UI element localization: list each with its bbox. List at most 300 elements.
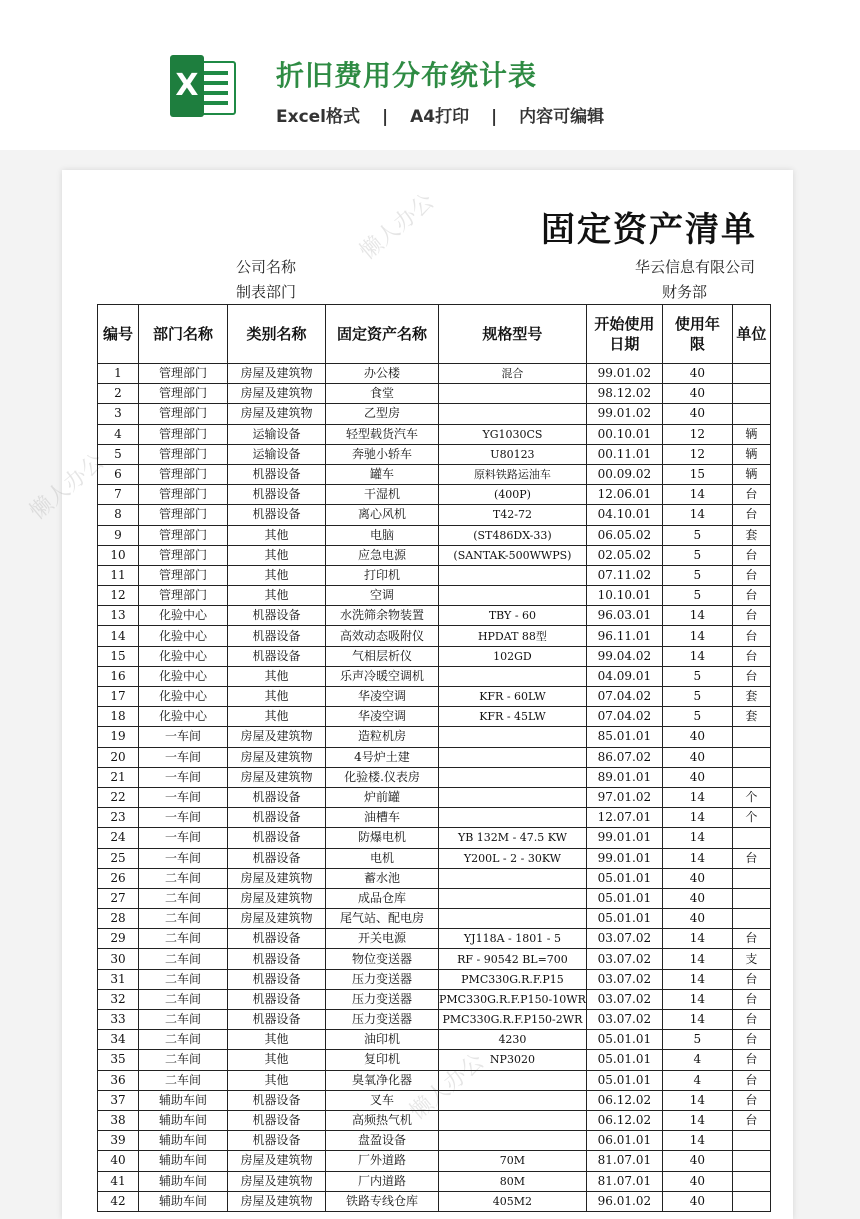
table-cell: 套	[732, 525, 770, 545]
table-cell: 40	[662, 747, 732, 767]
table-cell: 40	[98, 1151, 139, 1171]
table-cell: 03.07.02	[586, 1010, 662, 1030]
table-cell: 14	[662, 808, 732, 828]
col-header: 单位	[732, 305, 770, 364]
table-cell: 24	[98, 828, 139, 848]
table-cell: 04.10.01	[586, 505, 662, 525]
table-cell: 一车间	[139, 828, 228, 848]
table-cell: 23	[98, 808, 139, 828]
table-cell: 管理部门	[139, 485, 228, 505]
table-cell: 一车间	[139, 848, 228, 868]
table-cell: 机器设备	[228, 1010, 326, 1030]
table-cell: 房屋及建筑物	[228, 364, 326, 384]
watermark: 懒人办公	[355, 189, 440, 265]
table-cell: 其他	[228, 1070, 326, 1090]
table-cell: 房屋及建筑物	[228, 909, 326, 929]
table-cell: 22	[98, 787, 139, 807]
table-cell: 开关电源	[326, 929, 439, 949]
col-header: 规格型号	[439, 305, 587, 364]
table-cell: 29	[98, 929, 139, 949]
table-cell: YG1030CS	[439, 424, 587, 444]
table-row	[98, 424, 771, 444]
table-cell: 5	[662, 565, 732, 585]
table-row	[98, 949, 771, 969]
table-row	[98, 1171, 771, 1191]
table-cell: 厂内道路	[326, 1171, 439, 1191]
table-cell: 07.11.02	[586, 565, 662, 585]
table-row	[98, 384, 771, 404]
table-cell: 复印机	[326, 1050, 439, 1070]
table-cell: 运输设备	[228, 424, 326, 444]
table-cell: 其他	[228, 1030, 326, 1050]
table-cell: 02.05.02	[586, 545, 662, 565]
table-row	[98, 525, 771, 545]
table-cell: 98.12.02	[586, 384, 662, 404]
table-cell: KFR - 60LW	[439, 687, 587, 707]
table-row	[98, 545, 771, 565]
table-cell: 空调	[326, 586, 439, 606]
table-cell: YJ118A - 1801 - 5	[439, 929, 587, 949]
table-cell	[439, 767, 587, 787]
table-cell: 辅助车间	[139, 1110, 228, 1130]
table-cell: 臭氧净化器	[326, 1070, 439, 1090]
table-cell: 33	[98, 1010, 139, 1030]
table-cell: 25	[98, 848, 139, 868]
table-cell: 37	[98, 1090, 139, 1110]
table-cell: 其他	[228, 707, 326, 727]
table-cell: (400P)	[439, 485, 587, 505]
table-cell: 压力变送器	[326, 969, 439, 989]
dept-value: 财务部	[662, 283, 708, 301]
table-cell: 化验中心	[139, 666, 228, 686]
table-cell	[732, 1151, 770, 1171]
tag-separator: |	[491, 107, 498, 127]
table-cell: 40	[662, 727, 732, 747]
table-cell: 96.01.02	[586, 1191, 662, 1211]
table-cell: 07.04.02	[586, 707, 662, 727]
table-cell: 辆	[732, 424, 770, 444]
table-cell: 辆	[732, 464, 770, 484]
col-header: 类别名称	[228, 305, 326, 364]
table-cell	[732, 1191, 770, 1211]
excel-icon: X	[170, 55, 234, 117]
col-header: 使用年限	[662, 305, 732, 364]
table-cell: 4	[662, 1050, 732, 1070]
table-header-row	[98, 305, 771, 364]
table-cell: 高效动态吸附仪	[326, 626, 439, 646]
table-cell: 一车间	[139, 808, 228, 828]
table-cell: 华凌空调	[326, 687, 439, 707]
table-cell: 气相层析仪	[326, 646, 439, 666]
table-cell: 14	[662, 848, 732, 868]
table-row	[98, 666, 771, 686]
table-cell: 86.07.02	[586, 747, 662, 767]
table-cell: 房屋及建筑物	[228, 1191, 326, 1211]
table-cell: 机器设备	[228, 1110, 326, 1130]
table-cell: 造粒机房	[326, 727, 439, 747]
table-row	[98, 505, 771, 525]
table-cell: 其他	[228, 1050, 326, 1070]
table-cell: 油印机	[326, 1030, 439, 1050]
table-row	[98, 646, 771, 666]
table-cell: 9	[98, 525, 139, 545]
table-cell: 管理部门	[139, 525, 228, 545]
table-cell: 38	[98, 1110, 139, 1130]
table-row	[98, 586, 771, 606]
table-cell: 化验楼.仪表房	[326, 767, 439, 787]
table-cell: 36	[98, 1070, 139, 1090]
table-cell: 管理部门	[139, 404, 228, 424]
table-cell: 二车间	[139, 909, 228, 929]
table-cell: 乙型房	[326, 404, 439, 424]
table-cell: 40	[662, 1191, 732, 1211]
table-cell	[732, 404, 770, 424]
table-cell: 6	[98, 464, 139, 484]
table-cell: 40	[662, 1151, 732, 1171]
table-cell: HPDAT 88型	[439, 626, 587, 646]
table-cell: 房屋及建筑物	[228, 727, 326, 747]
table-cell: 二车间	[139, 1010, 228, 1030]
table-cell: 个	[732, 787, 770, 807]
table-cell	[439, 888, 587, 908]
table-cell: 27	[98, 888, 139, 908]
table-cell: 铁路专线仓库	[326, 1191, 439, 1211]
table-row	[98, 868, 771, 888]
table-cell: 化验中心	[139, 626, 228, 646]
table-cell: 06.12.02	[586, 1090, 662, 1110]
table-cell: 台	[732, 606, 770, 626]
table-cell: 03.07.02	[586, 949, 662, 969]
table-cell: 油槽车	[326, 808, 439, 828]
table-row	[98, 606, 771, 626]
table-cell: 5	[98, 444, 139, 464]
company-label: 公司名称	[236, 258, 297, 276]
tag-separator: |	[381, 107, 389, 127]
table-row	[98, 1030, 771, 1050]
table-cell: 辆	[732, 444, 770, 464]
table-cell: 化验中心	[139, 606, 228, 626]
table-cell: 套	[732, 687, 770, 707]
table-cell: 5	[662, 525, 732, 545]
table-cell: 个	[732, 808, 770, 828]
table-cell: 12.07.01	[586, 808, 662, 828]
table-cell: 40	[662, 1171, 732, 1191]
table-cell	[732, 909, 770, 929]
table-cell: 14	[662, 969, 732, 989]
table-cell: 14	[662, 505, 732, 525]
table-cell: 管理部门	[139, 424, 228, 444]
table-cell: 奔驰小轿车	[326, 444, 439, 464]
table-cell: (SANTAK-500WWPS)	[439, 545, 587, 565]
table-cell	[439, 808, 587, 828]
table-cell: 32	[98, 989, 139, 1009]
table-cell: 41	[98, 1171, 139, 1191]
table-cell: 台	[732, 969, 770, 989]
table-cell: 管理部门	[139, 505, 228, 525]
table-cell: 压力变送器	[326, 1010, 439, 1030]
table-cell: 打印机	[326, 565, 439, 585]
table-cell: PMC330G.R.F.P150-10WR	[439, 989, 587, 1009]
table-cell: 14	[662, 606, 732, 626]
table-cell: 其他	[228, 666, 326, 686]
table-row	[98, 808, 771, 828]
table-cell: 管理部门	[139, 545, 228, 565]
document-preview	[25, 170, 793, 1219]
table-cell	[439, 404, 587, 424]
table-cell: 18	[98, 707, 139, 727]
table-row	[98, 787, 771, 807]
table-cell: 3	[98, 404, 139, 424]
dept-label: 制表部门	[236, 283, 297, 301]
table-cell	[439, 787, 587, 807]
table-cell: 应急电源	[326, 545, 439, 565]
table-cell: 支	[732, 949, 770, 969]
table-cell: TBY - 60	[439, 606, 587, 626]
table-row	[98, 1151, 771, 1171]
table-cell	[732, 747, 770, 767]
table-cell: 99.04.02	[586, 646, 662, 666]
table-cell	[732, 888, 770, 908]
table-cell: 30	[98, 949, 139, 969]
table-cell: 二车间	[139, 868, 228, 888]
banner-tags	[276, 102, 604, 127]
table-cell: 房屋及建筑物	[228, 747, 326, 767]
table-cell: 00.11.01	[586, 444, 662, 464]
table-cell: 2	[98, 384, 139, 404]
table-cell: 81.07.01	[586, 1171, 662, 1191]
table-cell	[439, 747, 587, 767]
table-cell: 5	[662, 1030, 732, 1050]
table-cell: 机器设备	[228, 989, 326, 1009]
table-row	[98, 1010, 771, 1030]
table-row	[98, 1110, 771, 1130]
table-cell: 机器设备	[228, 606, 326, 626]
table-cell: PMC330G.R.F.P150-2WR	[439, 1010, 587, 1030]
table-cell: 12	[662, 424, 732, 444]
table-cell: 其他	[228, 565, 326, 585]
table-row	[98, 707, 771, 727]
table-cell: 12	[98, 586, 139, 606]
table-cell: 14	[662, 1090, 732, 1110]
table-cell: 8	[98, 505, 139, 525]
table-cell: 混合	[439, 364, 587, 384]
table-cell: 二车间	[139, 929, 228, 949]
table-cell: 19	[98, 727, 139, 747]
table-row	[98, 909, 771, 929]
table-row	[98, 687, 771, 707]
table-cell: 辅助车间	[139, 1171, 228, 1191]
table-cell	[732, 727, 770, 747]
table-cell: 4	[98, 424, 139, 444]
table-cell: 05.01.01	[586, 868, 662, 888]
table-cell: 06.12.02	[586, 1110, 662, 1130]
table-cell: 96.11.01	[586, 626, 662, 646]
table-cell: 管理部门	[139, 464, 228, 484]
table-row	[98, 1050, 771, 1070]
table-cell: 管理部门	[139, 384, 228, 404]
table-row	[98, 464, 771, 484]
table-row	[98, 485, 771, 505]
table-cell: 二车间	[139, 1070, 228, 1090]
table-cell: 防爆电机	[326, 828, 439, 848]
table-cell: 00.09.02	[586, 464, 662, 484]
table-cell: 房屋及建筑物	[228, 1171, 326, 1191]
table-cell: 台	[732, 989, 770, 1009]
table-cell: 机器设备	[228, 969, 326, 989]
table-cell	[732, 1171, 770, 1191]
table-cell: 台	[732, 1010, 770, 1030]
table-cell: 成品仓库	[326, 888, 439, 908]
table-cell: 14	[662, 989, 732, 1009]
table-cell: 81.07.01	[586, 1151, 662, 1171]
table-cell	[439, 1090, 587, 1110]
table-cell: 10	[98, 545, 139, 565]
table-cell: 台	[732, 848, 770, 868]
table-cell: 12	[662, 444, 732, 464]
banner-title: 折旧费用分布统计表	[276, 59, 538, 92]
table-cell	[439, 1110, 587, 1130]
tag-editable: 内容可编辑	[519, 107, 605, 127]
table-cell: 99.01.02	[586, 404, 662, 424]
table-row	[98, 828, 771, 848]
table-cell: 14	[662, 485, 732, 505]
table-cell	[732, 384, 770, 404]
table-row	[98, 444, 771, 464]
table-cell: 台	[732, 1090, 770, 1110]
table-cell: 99.01.01	[586, 848, 662, 868]
col-header: 固定资产名称	[326, 305, 439, 364]
table-cell: 房屋及建筑物	[228, 868, 326, 888]
table-cell: 34	[98, 1030, 139, 1050]
table-cell: 05.01.01	[586, 1070, 662, 1090]
table-cell: 1	[98, 364, 139, 384]
table-cell: 罐车	[326, 464, 439, 484]
table-cell: 102GD	[439, 646, 587, 666]
table-cell: 40	[662, 868, 732, 888]
table-cell	[732, 767, 770, 787]
table-cell: 26	[98, 868, 139, 888]
table-cell: 水洗筛余物装置	[326, 606, 439, 626]
table-cell: 机器设备	[228, 505, 326, 525]
table-row	[98, 969, 771, 989]
table-cell: 80M	[439, 1171, 587, 1191]
table-cell: 机器设备	[228, 848, 326, 868]
table-cell: 5	[662, 586, 732, 606]
table-row	[98, 848, 771, 868]
table-cell: 二车间	[139, 969, 228, 989]
table-cell: 机器设备	[228, 949, 326, 969]
table-cell: 原料铁路运油车	[439, 464, 587, 484]
table-cell: 05.01.01	[586, 888, 662, 908]
table-cell	[732, 1131, 770, 1151]
table-row	[98, 626, 771, 646]
table-cell: 电脑	[326, 525, 439, 545]
table-cell: 辅助车间	[139, 1151, 228, 1171]
table-cell: 13	[98, 606, 139, 626]
table-cell	[732, 868, 770, 888]
col-header: 开始使用日期	[586, 305, 662, 364]
table-cell: 97.01.02	[586, 787, 662, 807]
table-cell: KFR - 45LW	[439, 707, 587, 727]
table-cell	[732, 828, 770, 848]
table-cell: 21	[98, 767, 139, 787]
table-cell: 台	[732, 565, 770, 585]
table-cell: 机器设备	[228, 808, 326, 828]
table-cell: 套	[732, 707, 770, 727]
table-cell: 4230	[439, 1030, 587, 1050]
table-cell: 叉车	[326, 1090, 439, 1110]
table-cell: 99.01.01	[586, 828, 662, 848]
table-cell: T42-72	[439, 505, 587, 525]
table-cell: 台	[732, 485, 770, 505]
table-cell: 机器设备	[228, 1131, 326, 1151]
table-cell: 蓄水池	[326, 868, 439, 888]
table-cell: 14	[662, 1010, 732, 1030]
table-cell: 42	[98, 1191, 139, 1211]
table-cell	[439, 909, 587, 929]
table-cell: 05.01.01	[586, 1030, 662, 1050]
table-row	[98, 1191, 771, 1211]
table-cell: 14	[662, 949, 732, 969]
table-cell	[439, 384, 587, 404]
table-row	[98, 888, 771, 908]
table-cell: 辅助车间	[139, 1191, 228, 1211]
table-cell: 40	[662, 767, 732, 787]
table-cell: 离心风机	[326, 505, 439, 525]
table-cell: 盘盈设备	[326, 1131, 439, 1151]
table-cell: 电机	[326, 848, 439, 868]
table-cell: 04.09.01	[586, 666, 662, 686]
col-header: 部门名称	[139, 305, 228, 364]
table-cell: 机器设备	[228, 929, 326, 949]
table-cell: 厂外道路	[326, 1151, 439, 1171]
table-cell: 台	[732, 586, 770, 606]
table-cell: 06.01.01	[586, 1131, 662, 1151]
table-cell: 4	[662, 1070, 732, 1090]
table-cell: 14	[662, 646, 732, 666]
table-cell: 12.06.01	[586, 485, 662, 505]
table-cell: 5	[662, 545, 732, 565]
table-cell: 7	[98, 485, 139, 505]
table-cell: 14	[662, 626, 732, 646]
table-row	[98, 767, 771, 787]
table-cell: 15	[662, 464, 732, 484]
table-cell: 405M2	[439, 1191, 587, 1211]
table-cell: 其他	[228, 687, 326, 707]
table-cell: 一车间	[139, 727, 228, 747]
table-row	[98, 1070, 771, 1090]
table-cell: 00.10.01	[586, 424, 662, 444]
table-cell: U80123	[439, 444, 587, 464]
table-cell: 其他	[228, 545, 326, 565]
table-cell: 房屋及建筑物	[228, 1151, 326, 1171]
watermark: 懒人办公	[25, 449, 110, 525]
table-cell	[732, 364, 770, 384]
table-cell: 台	[732, 1030, 770, 1050]
table-cell: 96.03.01	[586, 606, 662, 626]
table-cell: 16	[98, 666, 139, 686]
table-row	[98, 364, 771, 384]
table-cell: 物位变送器	[326, 949, 439, 969]
table-cell	[439, 666, 587, 686]
table-cell: 机器设备	[228, 787, 326, 807]
table-cell: 20	[98, 747, 139, 767]
table-row	[98, 989, 771, 1009]
table-cell: 化验中心	[139, 687, 228, 707]
table-cell: 压力变送器	[326, 989, 439, 1009]
table-cell: 5	[662, 666, 732, 686]
table-cell: 二车间	[139, 949, 228, 969]
